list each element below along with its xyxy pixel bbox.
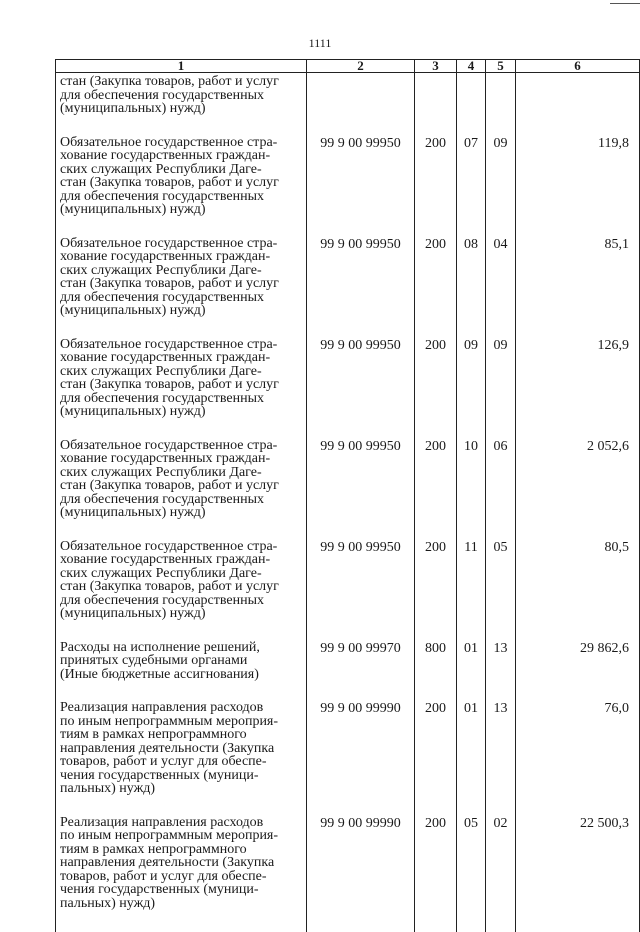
spacer-cell (457, 621, 486, 639)
spacer-cell (307, 318, 415, 336)
col-header-1: 1 (56, 60, 307, 73)
budget-table-container (55, 59, 639, 932)
row-name: Расходы на исполнение решений, принятых судебными органами (Иные бюджетные ассигнования) (56, 639, 307, 682)
table-row (56, 235, 640, 318)
row-expense-type: 200 (415, 814, 457, 911)
row-name: Реализация направления расходов по иным непрограммным мероприя- тиям в рамках непрограммного направления деятельности (Закупка товаров, работ и услуг для обеспе- чения государственных (муници- пальных) нужд) (56, 814, 307, 911)
spacer-cell (56, 217, 307, 235)
row-amount: 22 500,3 (516, 814, 640, 911)
row-spacer (56, 910, 640, 932)
row-section: 09 (457, 336, 486, 419)
budget-table (55, 59, 640, 932)
row-section: 08 (457, 235, 486, 318)
spacer-cell (457, 520, 486, 538)
spacer-cell (307, 796, 415, 814)
col-header-4: 4 (457, 60, 486, 73)
table-row (56, 73, 640, 116)
row-spacer (56, 318, 640, 336)
table-row (56, 538, 640, 621)
row-section (457, 73, 486, 116)
spacer-cell (415, 217, 457, 235)
row-section: 11 (457, 538, 486, 621)
spacer-cell (516, 796, 640, 814)
spacer-cell (486, 217, 516, 235)
spacer-cell (516, 910, 640, 932)
row-subsection: 02 (486, 814, 516, 911)
spacer-cell (56, 796, 307, 814)
row-subsection: 09 (486, 336, 516, 419)
spacer-cell (516, 116, 640, 134)
row-subsection: 06 (486, 437, 516, 520)
table-row (56, 134, 640, 217)
row-section: 10 (457, 437, 486, 520)
table-row (56, 336, 640, 419)
row-amount: 126,9 (516, 336, 640, 419)
spacer-cell (56, 116, 307, 134)
row-subsection: 09 (486, 134, 516, 217)
row-name: Обязательное государственное стра- хование государственных граждан- ских служащих Республики Даге- стан (Закупка товаров, работ и услуг для обеспечения государственных (муниципальных) нужд) (56, 437, 307, 520)
scan-mark (610, 0, 640, 4)
row-expense-type: 200 (415, 134, 457, 217)
spacer-cell (307, 910, 415, 932)
spacer-cell (56, 318, 307, 336)
table-row (56, 437, 640, 520)
row-amount (516, 73, 640, 116)
row-section: 01 (457, 699, 486, 796)
table-row (56, 814, 640, 911)
spacer-cell (516, 217, 640, 235)
spacer-cell (307, 520, 415, 538)
spacer-cell (516, 681, 640, 699)
table-row (56, 639, 640, 682)
spacer-cell (457, 116, 486, 134)
row-code: 99 9 00 99950 (307, 336, 415, 419)
spacer-cell (415, 910, 457, 932)
row-amount: 76,0 (516, 699, 640, 796)
row-spacer (56, 419, 640, 437)
row-section: 05 (457, 814, 486, 911)
spacer-cell (486, 796, 516, 814)
spacer-cell (415, 796, 457, 814)
row-subsection: 05 (486, 538, 516, 621)
spacer-cell (486, 419, 516, 437)
row-name: Обязательное государственное стра- хование государственных граждан- ских служащих Республики Даге- стан (Закупка товаров, работ и услуг для обеспечения государственных (муниципальных) нужд) (56, 134, 307, 217)
spacer-cell (486, 520, 516, 538)
spacer-cell (56, 621, 307, 639)
row-spacer (56, 520, 640, 538)
spacer-cell (486, 681, 516, 699)
col-header-2: 2 (307, 60, 415, 73)
spacer-cell (56, 681, 307, 699)
row-spacer (56, 621, 640, 639)
spacer-cell (457, 681, 486, 699)
row-code: 99 9 00 99950 (307, 235, 415, 318)
spacer-cell (56, 419, 307, 437)
spacer-cell (415, 318, 457, 336)
spacer-cell (486, 318, 516, 336)
row-code: 99 9 00 99990 (307, 699, 415, 796)
row-code (307, 73, 415, 116)
spacer-cell (415, 520, 457, 538)
spacer-cell (415, 681, 457, 699)
row-subsection: 13 (486, 699, 516, 796)
spacer-cell (457, 217, 486, 235)
row-section: 01 (457, 639, 486, 682)
row-expense-type: 200 (415, 235, 457, 318)
spacer-cell (56, 910, 307, 932)
row-code: 99 9 00 99970 (307, 639, 415, 682)
row-name: Обязательное государственное стра- хование государственных граждан- ских служащих Республики Даге- стан (Закупка товаров, работ и услуг для обеспечения государственных (муниципальных) нужд) (56, 336, 307, 419)
col-header-3: 3 (415, 60, 457, 73)
page-number: 1111 (0, 36, 640, 51)
spacer-cell (486, 116, 516, 134)
row-expense-type: 200 (415, 699, 457, 796)
header-row (56, 60, 640, 73)
spacer-cell (516, 318, 640, 336)
row-spacer (56, 681, 640, 699)
spacer-cell (486, 910, 516, 932)
row-subsection: 04 (486, 235, 516, 318)
spacer-cell (457, 419, 486, 437)
spacer-cell (457, 318, 486, 336)
spacer-cell (516, 419, 640, 437)
spacer-cell (486, 621, 516, 639)
spacer-cell (56, 520, 307, 538)
row-subsection (486, 73, 516, 116)
spacer-cell (457, 796, 486, 814)
col-header-6: 6 (516, 60, 640, 73)
row-amount: 80,5 (516, 538, 640, 621)
row-amount: 119,8 (516, 134, 640, 217)
row-code: 99 9 00 99990 (307, 814, 415, 911)
row-name: стан (Закупка товаров, работ и услуг для обеспечения государственных (муниципальных) нужд) (56, 73, 307, 116)
spacer-cell (516, 520, 640, 538)
row-expense-type: 200 (415, 538, 457, 621)
row-amount: 29 862,6 (516, 639, 640, 682)
row-expense-type: 200 (415, 437, 457, 520)
row-spacer (56, 796, 640, 814)
table-body (56, 73, 640, 932)
row-spacer (56, 217, 640, 235)
row-expense-type (415, 73, 457, 116)
spacer-cell (415, 419, 457, 437)
col-header-5: 5 (486, 60, 516, 73)
row-amount: 85,1 (516, 235, 640, 318)
row-code: 99 9 00 99950 (307, 538, 415, 621)
row-name: Обязательное государственное стра- хование государственных граждан- ских служащих Республики Даге- стан (Закупка товаров, работ и услуг для обеспечения государственных (муниципальных) нужд) (56, 538, 307, 621)
spacer-cell (457, 910, 486, 932)
spacer-cell (415, 621, 457, 639)
row-code: 99 9 00 99950 (307, 437, 415, 520)
spacer-cell (415, 116, 457, 134)
row-amount: 2 052,6 (516, 437, 640, 520)
row-name: Обязательное государственное стра- хование государственных граждан- ских служащих Республики Даге- стан (Закупка товаров, работ и услуг для обеспечения государственных (муниципальных) нужд) (56, 235, 307, 318)
spacer-cell (307, 217, 415, 235)
spacer-cell (307, 621, 415, 639)
spacer-cell (307, 419, 415, 437)
row-subsection: 13 (486, 639, 516, 682)
row-name: Реализация направления расходов по иным непрограммным мероприя- тиям в рамках непрограммного направления деятельности (Закупка товаров, работ и услуг для обеспе- чения государственных (муници- пальных) нужд) (56, 699, 307, 796)
row-code: 99 9 00 99950 (307, 134, 415, 217)
row-section: 07 (457, 134, 486, 217)
row-expense-type: 200 (415, 336, 457, 419)
row-expense-type: 800 (415, 639, 457, 682)
row-spacer (56, 116, 640, 134)
table-row (56, 699, 640, 796)
spacer-cell (307, 681, 415, 699)
spacer-cell (516, 621, 640, 639)
spacer-cell (307, 116, 415, 134)
